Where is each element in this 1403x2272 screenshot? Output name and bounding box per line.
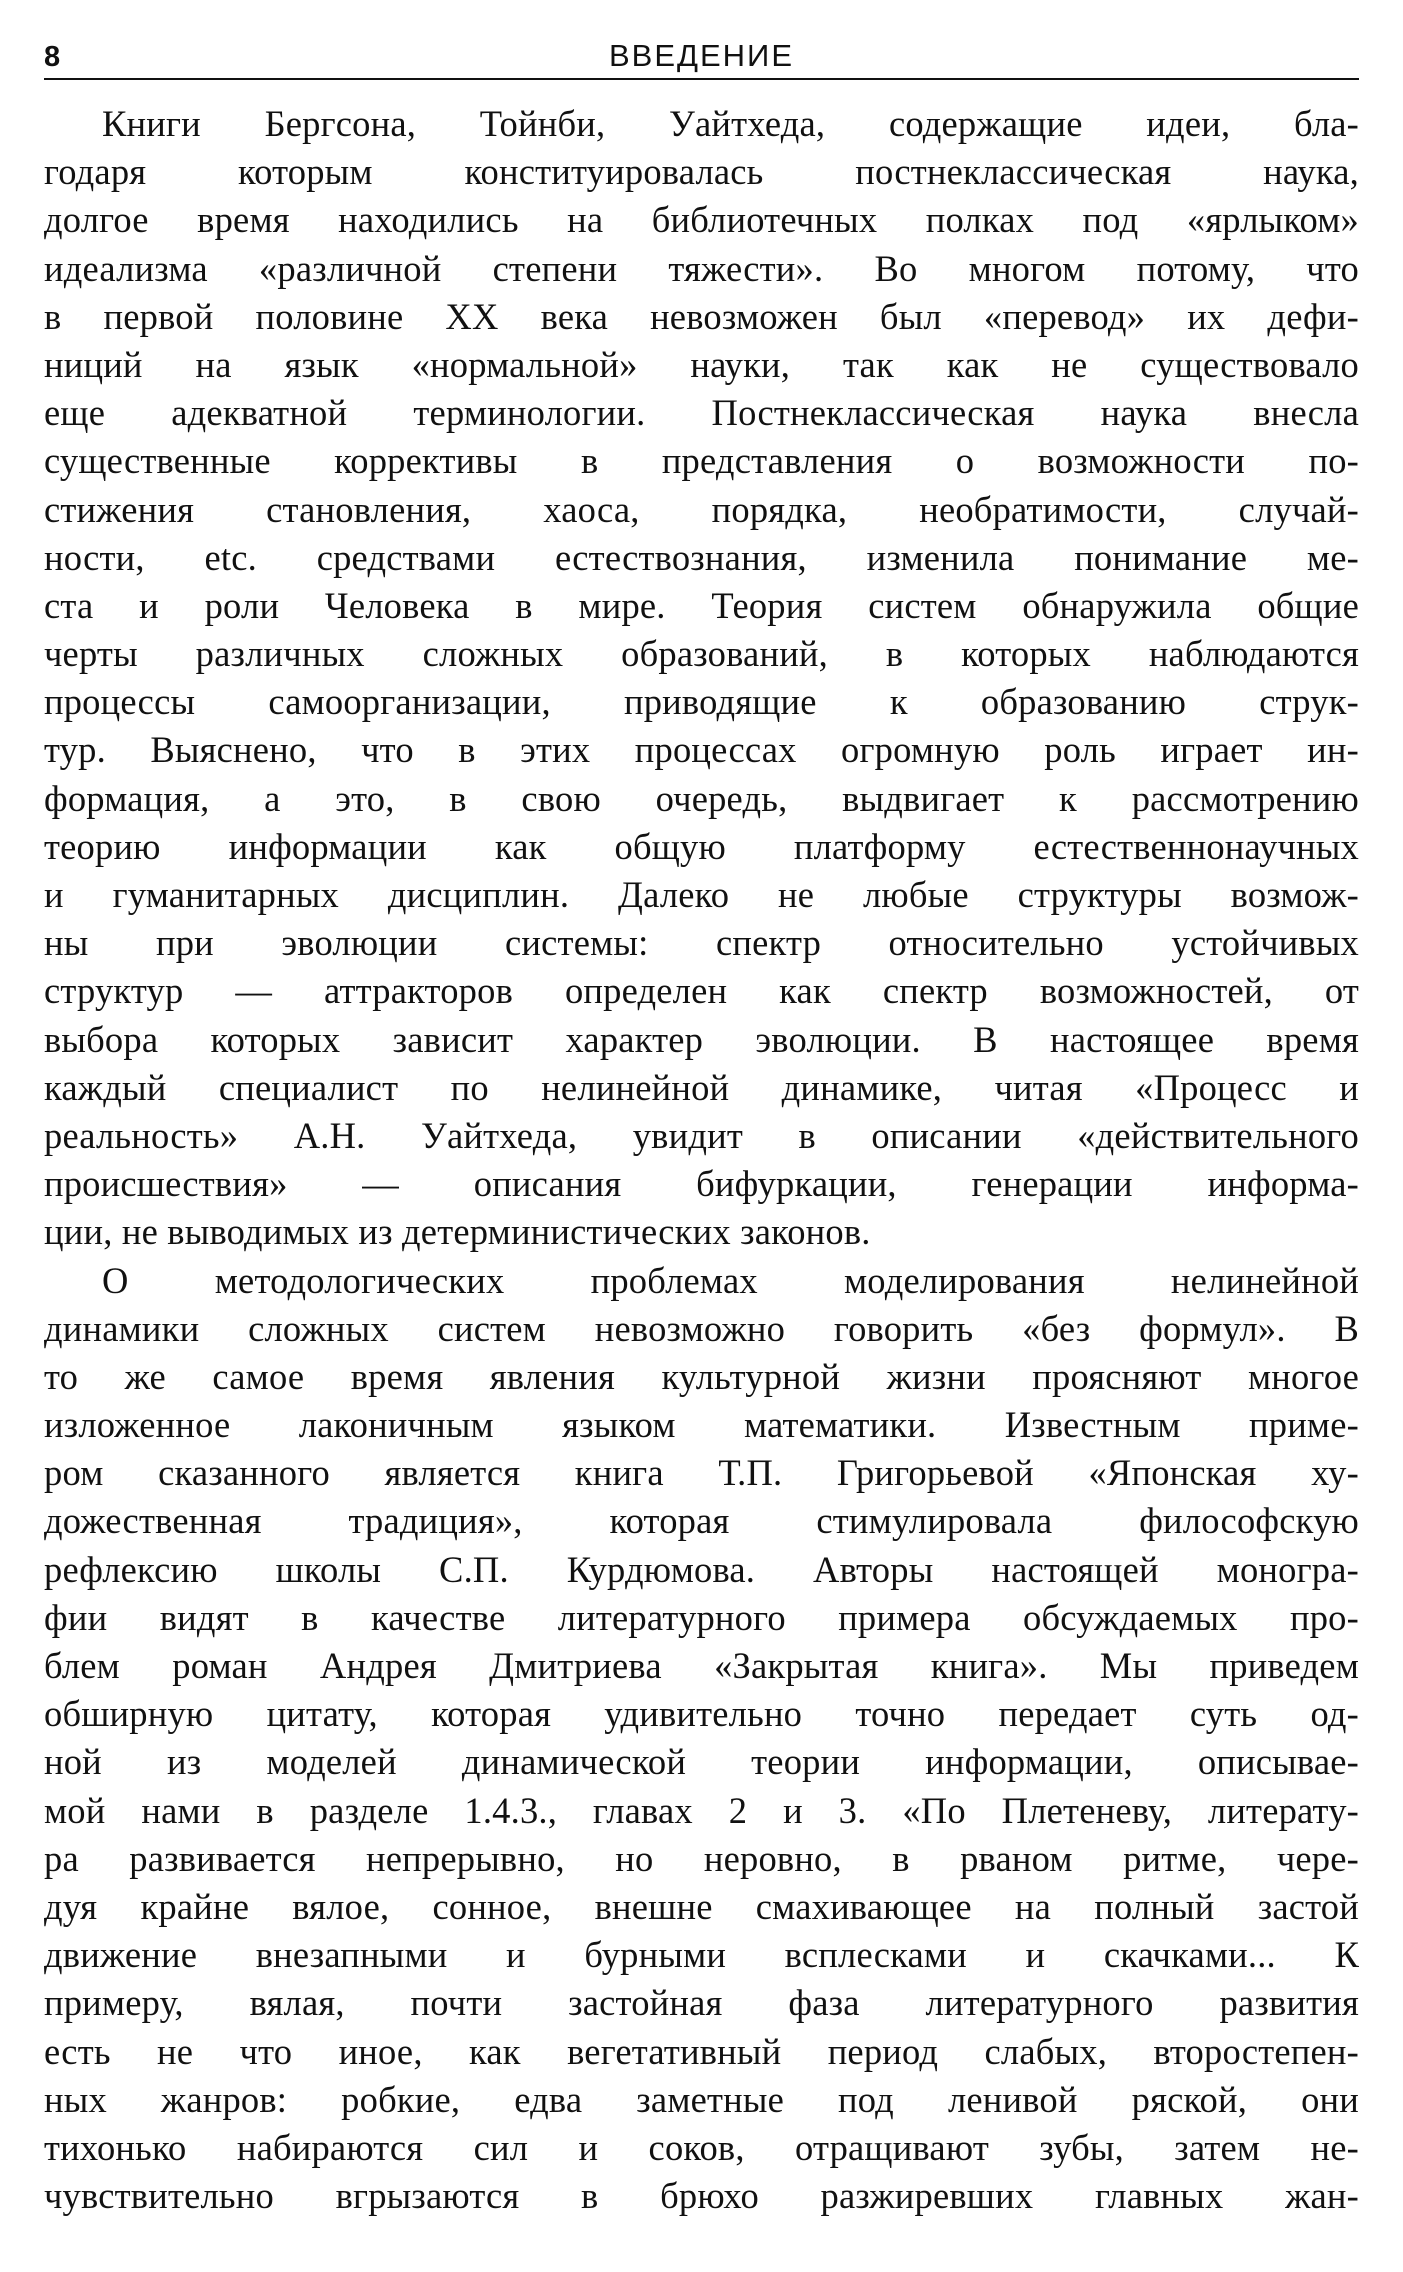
text-line: дуя крайне вялое, сонное, внешне смахивающее на полный застой [44, 1885, 1359, 1927]
text-line: структур — аттракторов определен как спектр возможностей, от [44, 970, 1359, 1012]
text-line: процессы самоорганизации, приводящие к образованию струк- [44, 681, 1359, 723]
text-line: и гуманитарных дисциплин. Далеко не любые структуры возмож- [44, 874, 1359, 915]
text-line: ста и роли Человека в мире. Теория систем обнаружила общие [44, 584, 1359, 626]
text-line: примеру, вялая, почти застойная фаза литературного развития [44, 1982, 1359, 2024]
text-line: ниций на язык «нормальной» науки, так как не существовало [44, 343, 1359, 385]
text-line: теорию информации как общую платформу естественнонаучных [44, 825, 1359, 867]
text-line: ных жанров: робкие, едва заметные под ленивой ряской, они [44, 2078, 1359, 2120]
text-line: годаря которым конституировалась постнеклассическая наука, [44, 151, 1359, 193]
text-line: ра развивается непрерывно, но неровно, в рваном ритме, чере- [44, 1837, 1359, 1879]
text-line: блем роман Андрея Дмитриева «Закрытая книга». Мы приведем [44, 1645, 1359, 1686]
text-line: долгое время находились на библиотечных полках под «ярлыком» [44, 199, 1359, 241]
text-line: Книги Бергсона, Тойнби, Уайтхеда, содержащие идеи, бла- [102, 103, 1359, 144]
running-header [44, 38, 1359, 80]
text-line: происшествия» — описания бифуркации, генерации информа- [44, 1163, 1359, 1205]
text-line: выбора которых зависит характер эволюции. В настоящее время [44, 1018, 1359, 1060]
text-line: движение внезапными и бурными всплесками и скачками... К [44, 1934, 1359, 1976]
text-line: ром сказанного является книга Т.П. Григорьевой «Японская ху- [44, 1452, 1359, 1494]
text-line: каждый специалист по нелинейной динамике, читая «Процесс и [44, 1066, 1359, 1108]
text-line: есть не что иное, как вегетативный период слабых, второстепен- [44, 2030, 1359, 2072]
text-line: существенные коррективы в представления о возможности по- [44, 440, 1359, 482]
text-line: формация, а это, в свою очередь, выдвигает к рассмотрению [44, 777, 1359, 819]
text-line: рефлексию школы С.П. Курдюмова. Авторы настоящей моногра- [44, 1548, 1359, 1590]
section-title: ВВЕДЕНИЕ [608, 38, 795, 73]
text-line: черты различных сложных образований, в которых наблюдаются [44, 633, 1359, 675]
text-line: тур. Выяснено, что в этих процессах огромную роль играет ин- [44, 729, 1359, 771]
text-line: ны при эволюции системы: спектр относительно устойчивых [44, 922, 1359, 964]
text-line: О методологических проблемах моделирования нелинейной [102, 1259, 1359, 1301]
book-page [44, 38, 1359, 2220]
text-line: реальность» А.Н. Уайтхеда, увидит в описании «действительного [44, 1114, 1359, 1156]
text-line: обширную цитату, которая удивительно точно передает суть од- [44, 1693, 1359, 1735]
text-line: изложенное лаконичным языком математики. Известным приме- [44, 1404, 1359, 1446]
text-line: в первой половине XX века невозможен был «перевод» их дефи- [44, 295, 1359, 337]
text-line: то же самое время явления культурной жизни проясняют многое [44, 1355, 1359, 1397]
text-line: ной из моделей динамической теории информации, описывае- [44, 1741, 1359, 1783]
page-number: 8 [44, 41, 61, 73]
text-line: мой нами в разделе 1.4.3., главах 2 и 3. «По Плетеневу, литерату- [44, 1789, 1359, 1831]
text-line: ности, etc. средствами естествознания, изменила понимание ме- [44, 536, 1359, 578]
text-line: динамики сложных систем невозможно говорить «без формул». В [44, 1307, 1359, 1349]
text-line: дожественная традиция», которая стимулировала философскую [44, 1500, 1359, 1542]
text-line: идеализма «различной степени тяжести». Во многом потому, что [44, 247, 1359, 289]
text-line: фии видят в качестве литературного примера обсуждаемых про- [44, 1596, 1359, 1638]
text-line: тихонько набираются сил и соков, отращивают зубы, затем не- [44, 2126, 1359, 2168]
text-line: ции, не выводимых из детерминистических законов. [44, 1211, 871, 1253]
text-line: еще адекватной терминологии. Постнеклассическая наука внесла [44, 392, 1359, 434]
text-line: чувствительно вгрызаются в брюхо разжиревших главных жан- [44, 2175, 1359, 2217]
body-text [44, 100, 1359, 2220]
text-line: стижения становления, хаоса, порядка, необратимости, случай- [44, 488, 1359, 530]
